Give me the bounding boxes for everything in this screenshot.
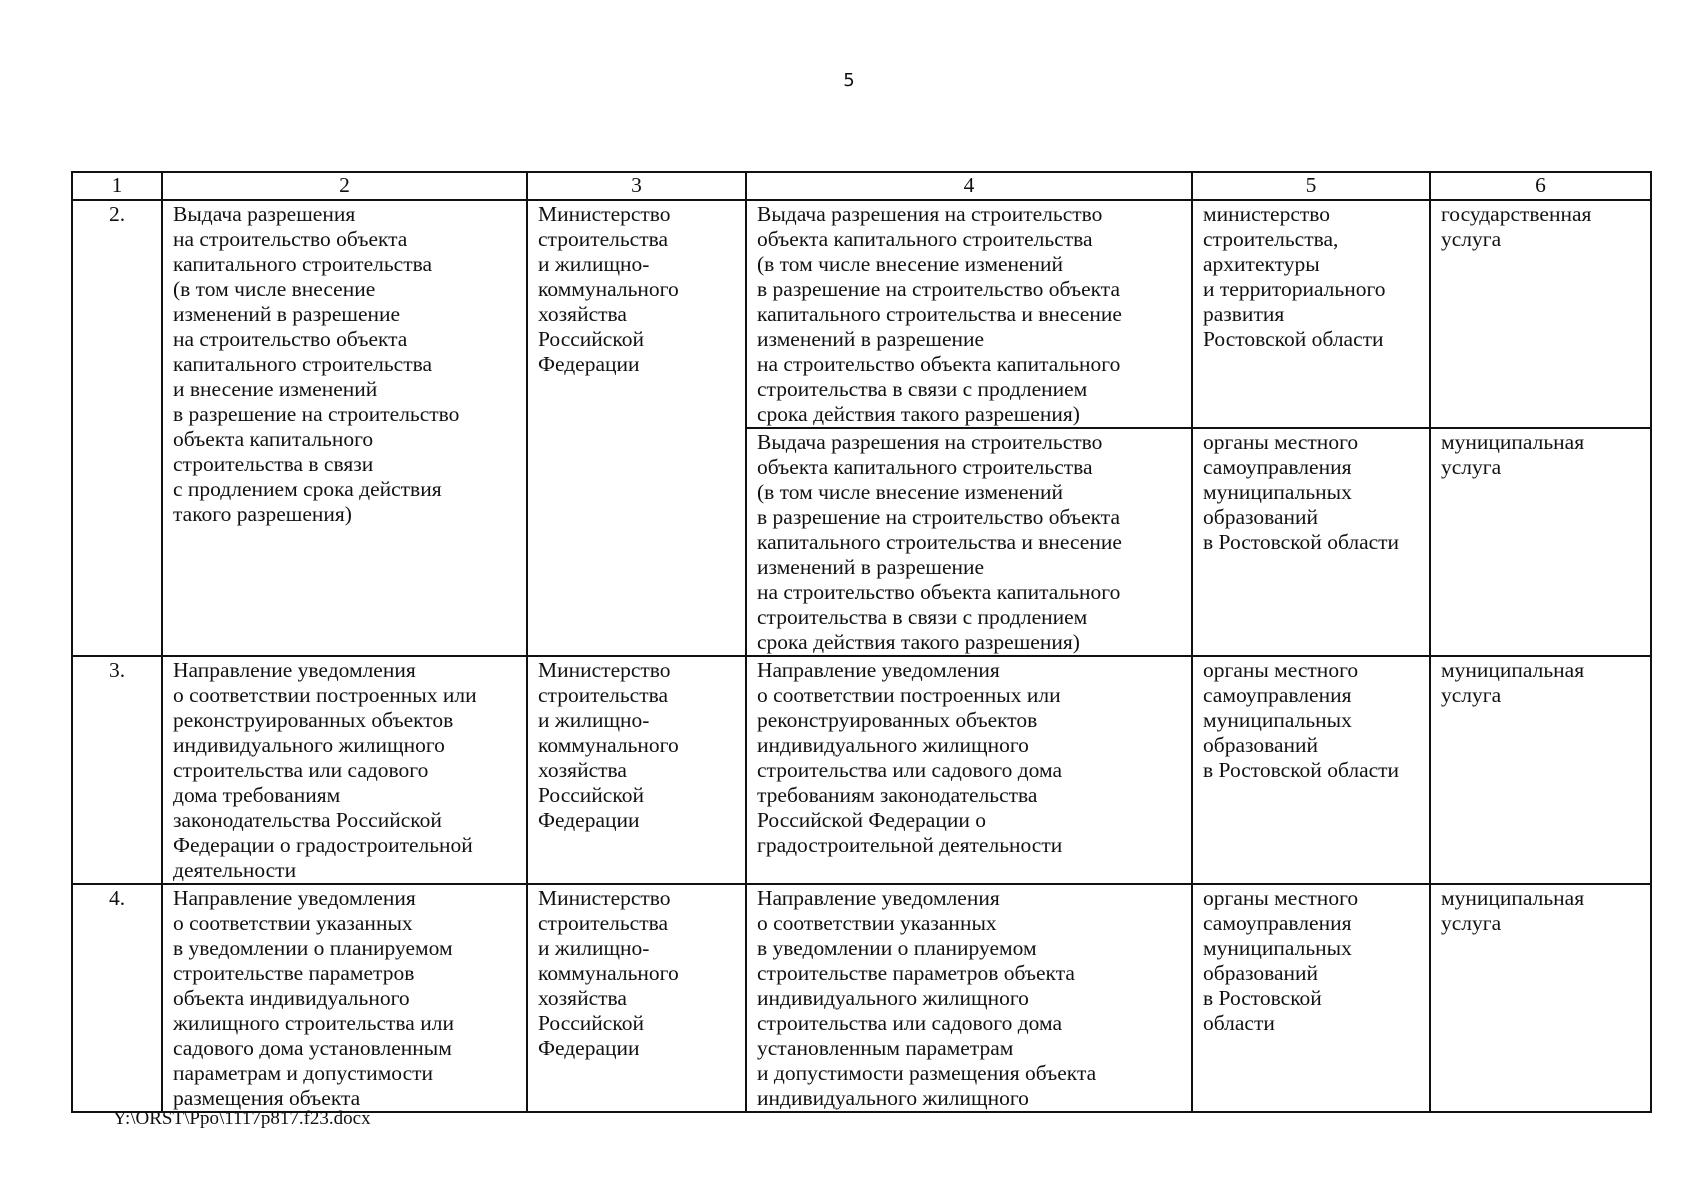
column-header: 4 xyxy=(746,172,1192,200)
service-description-cell: Выдача разрешения на строительство объекта капитального строительства (в том числе внесение изменений в разрешение на строительство объекта капитального строительства и внесение изменений в разрешение на строительство объекта капитального строительства в связи с продлением срока действия такого разрешения) xyxy=(746,200,1192,428)
table-row xyxy=(72,884,1651,1112)
table-header-row xyxy=(72,172,1651,200)
column-header: 6 xyxy=(1430,172,1651,200)
row-number: 3. xyxy=(72,656,162,884)
regional-authority-cell: министерство строительства, архитектуры и территориального развития Ростовской области xyxy=(1192,200,1430,428)
regional-authority-cell: органы местного самоуправления муниципальных образований в Ростовской области xyxy=(1192,428,1430,656)
column-header: 1 xyxy=(72,172,162,200)
column-header: 3 xyxy=(527,172,746,200)
table-row xyxy=(72,200,1651,428)
row-number: 2. xyxy=(72,200,162,656)
page-number: 5 xyxy=(843,70,855,91)
service-description-cell: Направление уведомления о соответствии указанных в уведомлении о планируемом строительстве параметров объекта индивидуального жилищного строительства или садового дома установленным параметрам и допустимости размещения объекта индивидуального жилищного xyxy=(746,884,1192,1112)
column-header: 5 xyxy=(1192,172,1430,200)
regional-authority-cell: органы местного самоуправления муниципальных образований в Ростовской области xyxy=(1192,884,1430,1112)
service-type-cell: муниципальная услуга xyxy=(1430,656,1651,884)
service-description-cell: Выдача разрешения на строительство объекта капитального строительства (в том числе внесение изменений в разрешение на строительство объекта капитального строительства и внесение изменений в разрешение на строительство объекта капитального строительства в связи с продлением срока действия такого разрешения) xyxy=(746,428,1192,656)
service-name-cell: Выдача разрешения на строительство объекта капитального строительства (в том числе внесение изменений в разрешение на строительство объекта капитального строительства и внесение изменений в разрешение на строительство объекта капитального строительства в связи с продлением срока действия такого разрешения) xyxy=(162,200,527,656)
row-number: 4. xyxy=(72,884,162,1112)
footer-file-path: Y:\ORST\Ppo\1117p817.f23.docx xyxy=(113,1108,371,1129)
service-type-cell: государственная услуга xyxy=(1430,200,1651,428)
table-row xyxy=(72,656,1651,884)
service-name-cell: Направление уведомления о соответствии указанных в уведомлении о планируемом строительстве параметров объекта индивидуального жилищного строительства или садового дома установленным параметрам и допустимости размещения объекта xyxy=(162,884,527,1112)
federal-authority-cell: Министерство строительства и жилищно- коммунального хозяйства Российской Федерации xyxy=(527,656,746,884)
column-header: 2 xyxy=(162,172,527,200)
federal-authority-cell: Министерство строительства и жилищно- коммунального хозяйства Российской Федерации xyxy=(527,884,746,1112)
service-name-cell: Направление уведомления о соответствии построенных или реконструированных объектов индивидуального жилищного строительства или садового дома требованиям законодательства Российской Федерации о градостроительной деятельности xyxy=(162,656,527,884)
service-type-cell: муниципальная услуга xyxy=(1430,428,1651,656)
federal-authority-cell: Министерство строительства и жилищно- коммунального хозяйства Российской Федерации xyxy=(527,200,746,656)
service-type-cell: муниципальная услуга xyxy=(1430,884,1651,1112)
service-description-cell: Направление уведомления о соответствии построенных или реконструированных объектов индивидуального жилищного строительства или садового дома требованиям законодательства Российской Федерации о градостроительной деятельности xyxy=(746,656,1192,884)
services-table xyxy=(71,171,1652,1113)
regional-authority-cell: органы местного самоуправления муниципальных образований в Ростовской области xyxy=(1192,656,1430,884)
